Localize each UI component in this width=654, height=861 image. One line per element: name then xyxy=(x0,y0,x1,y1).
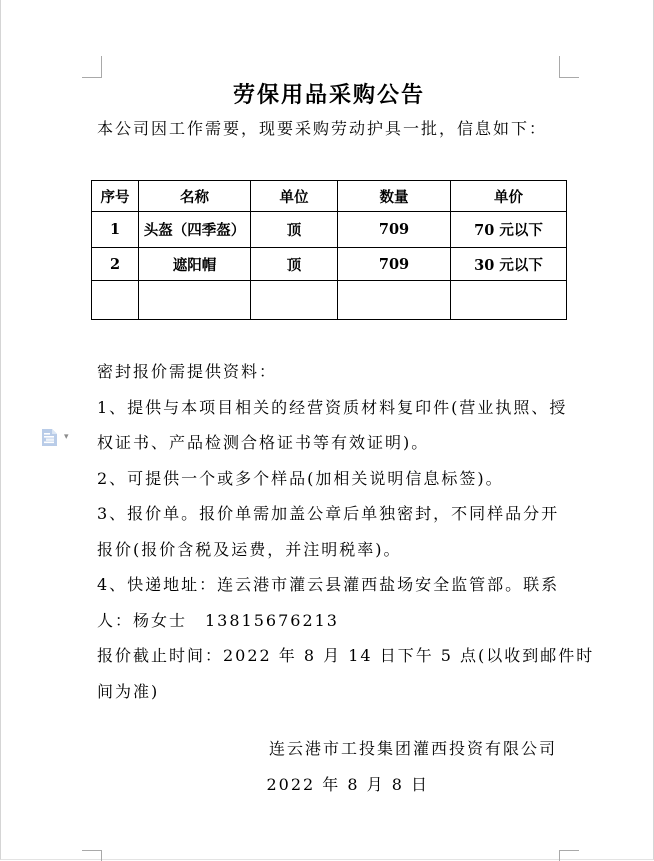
paste-options-widget[interactable] xyxy=(41,428,75,450)
body-line: 4、快递地址：连云港市灌云县灌西盐场安全监管部。联系 xyxy=(97,575,560,594)
cell-index: 2 xyxy=(92,248,139,281)
cell-unit: 顶 xyxy=(251,248,338,281)
crop-mark-top-right xyxy=(559,56,579,78)
cell-name: 头盔（四季盔） xyxy=(139,212,251,248)
body-line: 2、可提供一个或多个样品(加相关说明信息标签)。 xyxy=(97,468,504,488)
cell-name: 遮阳帽 xyxy=(139,248,251,281)
cell-unit xyxy=(251,281,338,320)
body-line: 报价截止时间：2022 年 8 月 14 日下午 5 点(以收到邮件时 xyxy=(97,646,595,665)
signature-block xyxy=(97,731,557,803)
body-line: 间为准) xyxy=(97,681,160,701)
crop-mark-top-left xyxy=(82,56,102,78)
cell-index xyxy=(92,281,139,320)
page-title: 劳保用品采购公告 xyxy=(232,82,425,108)
cell-unit-price xyxy=(451,281,567,320)
section-title: 密封报价需提供资料： xyxy=(97,362,278,381)
col-header-quantity: 数量 xyxy=(338,181,451,212)
table-row xyxy=(92,248,567,281)
body-line: 报价(报价含税及运费，并注明税率)。 xyxy=(97,539,402,559)
paste-options-icon[interactable] xyxy=(41,428,58,447)
cell-index: 1 xyxy=(92,212,139,248)
col-header-unit-price: 单价 xyxy=(451,181,567,212)
crop-mark-bottom-right xyxy=(559,850,579,861)
body-line: 权证书、产品检测合格证书等有效证明)。 xyxy=(97,433,430,452)
table-row-empty xyxy=(92,281,567,320)
cell-unit-price: 70 元以下 xyxy=(451,212,567,248)
body-line: 3、报价单。报价单需加盖公章后单独密封，不同样品分开 xyxy=(97,504,560,523)
items-table xyxy=(91,180,567,320)
cell-quantity: 709 xyxy=(338,248,451,281)
paste-options-dropdown-icon[interactable]: ▾ xyxy=(64,432,69,442)
cell-quantity xyxy=(338,281,451,320)
company-name: 连云港市工投集团灌西投资有限公司 xyxy=(268,739,557,758)
col-header-name: 名称 xyxy=(139,181,251,212)
body-line: 人：杨女士 13815676213 xyxy=(97,610,339,630)
body-line: 1、提供与本项目相关的经营资质材料复印件(营业执照、授 xyxy=(97,397,568,417)
cell-unit-price: 30 元以下 xyxy=(451,248,567,281)
crop-mark-bottom-left xyxy=(82,850,102,861)
requirements-section xyxy=(97,354,595,709)
cell-name xyxy=(139,281,251,320)
col-header-index: 序号 xyxy=(92,181,139,212)
cell-quantity: 709 xyxy=(338,212,451,248)
table-row xyxy=(92,212,567,248)
signature-date: 2022 年 8 月 8 日 xyxy=(266,775,429,794)
cell-unit: 顶 xyxy=(251,212,338,248)
col-header-unit: 单位 xyxy=(251,181,338,212)
intro-paragraph: 本公司因工作需要，现要采购劳动护具一批，信息如下： xyxy=(97,119,548,138)
table-header-row xyxy=(92,181,567,212)
